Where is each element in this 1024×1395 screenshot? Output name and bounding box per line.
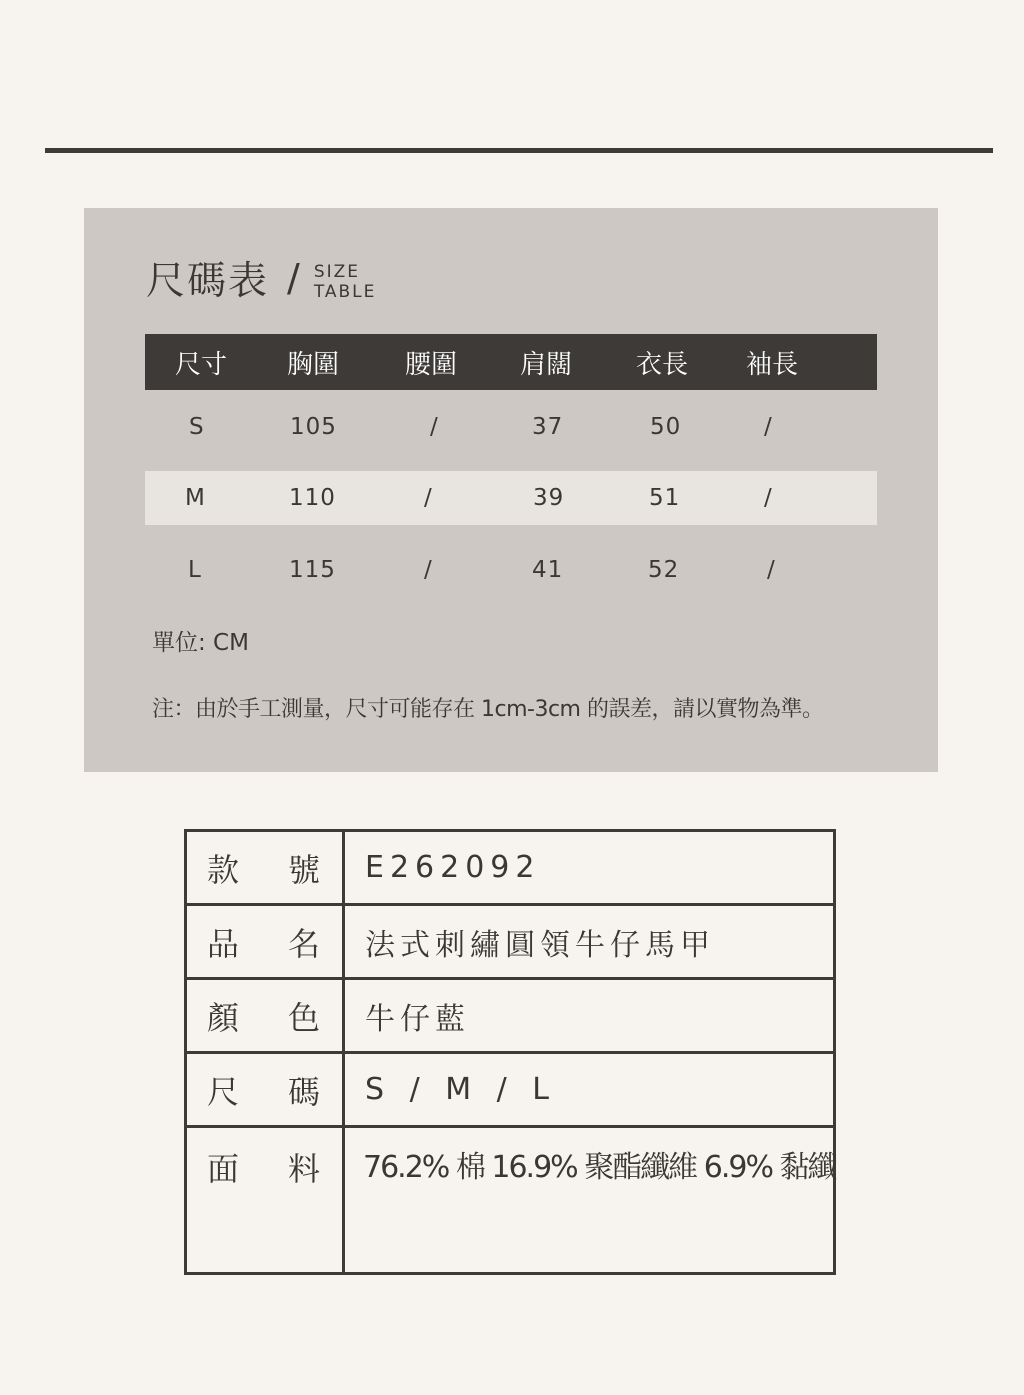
label-char: 面	[207, 1150, 240, 1188]
table-row	[145, 471, 877, 525]
cell-waist: /	[430, 414, 439, 440]
unit-note: 單位: CM	[152, 630, 249, 656]
measurement-note: 注：由於手工測量，尺寸可能存在 1cm-3cm 的誤差，請以實物為準。	[152, 697, 824, 722]
cell-chest: 110	[289, 485, 336, 511]
header-waist: 腰圍	[405, 349, 458, 380]
info-row-color	[187, 980, 833, 1054]
style-number-value: E262092	[365, 850, 541, 885]
table-row	[145, 543, 877, 597]
info-row-fabric	[187, 1128, 836, 1272]
cell-size: S	[189, 414, 205, 440]
title-english-line2: TABLE	[313, 282, 377, 302]
cell-sleeve: /	[767, 557, 776, 583]
cell-sleeve: /	[764, 485, 773, 511]
cell-size: L	[188, 557, 202, 583]
header-length: 衣長	[636, 349, 689, 380]
size-chart-panel	[84, 208, 938, 772]
table-row	[145, 400, 877, 454]
label-char: 碼	[287, 1072, 320, 1111]
cell-length: 50	[650, 414, 682, 440]
title-chinese: 尺碼表	[146, 259, 270, 304]
cell-length: 51	[649, 485, 681, 511]
info-label	[187, 1054, 345, 1125]
title-slash: /	[287, 256, 300, 300]
info-row-style-number	[187, 832, 833, 906]
label-char: 料	[287, 1150, 320, 1188]
fabric-value: 76.2% 棉 16.9% 聚酯纖維 6.9% 黏纖	[363, 1149, 836, 1185]
cell-waist: /	[424, 485, 433, 511]
cell-waist: /	[424, 557, 433, 583]
cell-chest: 105	[290, 414, 337, 440]
title-english	[314, 262, 377, 302]
color-value: 牛仔藍	[365, 1001, 470, 1037]
cell-shoulder: 41	[532, 557, 564, 583]
info-label	[187, 980, 345, 1051]
label-char: 尺	[207, 1072, 240, 1111]
info-row-sizes	[187, 1054, 833, 1128]
info-label	[187, 906, 345, 977]
size-chart-title	[146, 248, 376, 308]
info-label	[187, 1128, 345, 1272]
label-char: 顏	[207, 998, 240, 1037]
header-sleeve: 袖長	[746, 349, 799, 380]
product-info-table	[184, 829, 836, 1275]
label-char: 名	[287, 924, 320, 963]
title-english-line1: SIZE	[313, 262, 361, 282]
cell-length: 52	[648, 557, 680, 583]
label-char: 號	[287, 850, 320, 889]
header-shoulder: 肩闊	[520, 349, 573, 380]
info-label	[187, 832, 345, 903]
cell-shoulder: 39	[533, 485, 565, 511]
top-divider	[45, 148, 993, 153]
cell-shoulder: 37	[532, 414, 564, 440]
product-name-value: 法式刺繡圓領牛仔馬甲	[365, 927, 715, 963]
label-char: 色	[287, 998, 320, 1037]
cell-sleeve: /	[764, 414, 773, 440]
cell-size: M	[185, 485, 206, 511]
cell-chest: 115	[289, 557, 336, 583]
header-size: 尺寸	[175, 349, 228, 380]
sizes-value: S / M / L	[365, 1072, 554, 1107]
info-row-product-name	[187, 906, 833, 980]
label-char: 品	[207, 924, 240, 963]
header-chest: 胸圍	[287, 349, 340, 380]
size-table-header	[145, 334, 877, 390]
label-char: 款	[207, 850, 240, 889]
